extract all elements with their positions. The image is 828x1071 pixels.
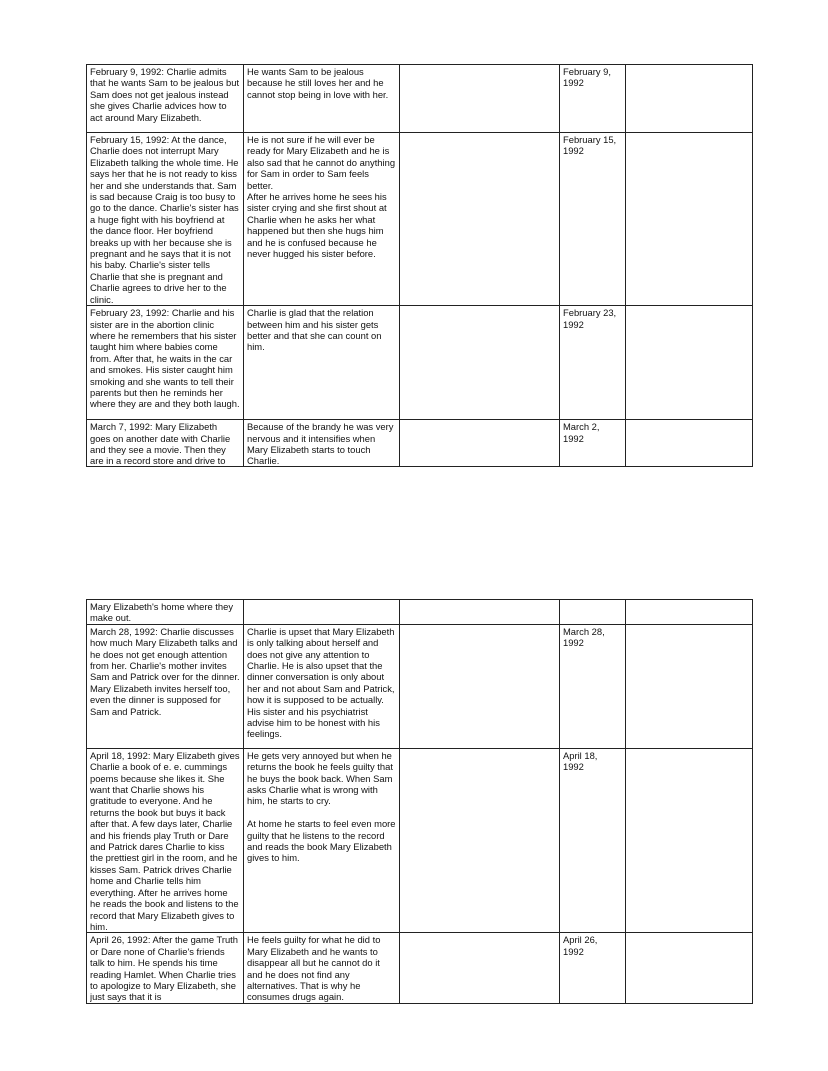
feelings-cell <box>244 748 400 933</box>
feelings-cell <box>244 624 400 748</box>
date-cell <box>560 133 626 306</box>
events-text: April 18, 1992: Mary Elizabeth gives Charlie a book of e. e. cummings poems because she likes it. She want that Charlie shows his gratitude to everyone. And he returns the book but buys it back after that. A few days later, Charlie and his friends play Truth or Dare and Patrick dares Charlie to kiss the prettiest girl in the room, and he kisses Sam. Patrick drives Charlie home and Charlie tells him everything. After he arrives home he reads the book and listens to the record that Mary Elizabeth gives to him. <box>90 749 240 932</box>
table-row <box>87 65 753 133</box>
empty-cell <box>400 133 560 306</box>
date-text: February 9, 1992 <box>563 66 611 89</box>
date-text: February 15, 1992 <box>563 134 617 157</box>
empty-cell <box>400 748 560 933</box>
feelings-cell <box>244 600 400 625</box>
feelings-text: Charlie is glad that the relation between him and his sister gets better and that she can count on him. <box>247 307 382 353</box>
events-cell <box>87 624 244 748</box>
events-cell <box>87 306 244 420</box>
events-text: March 28, 1992: Charlie discusses how much Mary Elizabeth talks and he does not get enough attention from her. Charlie's mother invites Sam and Patrick over for the dinner. Mary Elizabeth invites herself too, even the dinner is supposed for Sam and Patrick. <box>90 625 240 717</box>
table-row <box>87 600 753 625</box>
empty-cell <box>626 624 753 748</box>
empty-cell <box>400 624 560 748</box>
empty-cell <box>400 420 560 467</box>
empty-cell <box>626 65 753 133</box>
events-cell <box>87 420 244 467</box>
feelings-text: He feels guilty for what he did to Mary Elizabeth and he wants to disappear all but he cannot do it and he does not find any alternatives. That is why he consumes drugs again. <box>247 934 381 1003</box>
date-cell <box>560 420 626 467</box>
events-text: Mary Elizabeth's home where they make out. <box>90 601 234 624</box>
events-cell <box>87 748 244 933</box>
date-cell <box>560 748 626 933</box>
date-cell <box>560 65 626 133</box>
date-cell <box>560 600 626 625</box>
events-cell <box>87 65 244 133</box>
empty-cell <box>626 933 753 1004</box>
feelings-cell <box>244 65 400 133</box>
date-cell <box>560 306 626 420</box>
events-cell <box>87 133 244 306</box>
feelings-text: Charlie is upset that Mary Elizabeth is only talking about herself and does not give any attention to Charlie. He is also upset that the dinner conversation is only about her and not about Sam and Patrick, how it is supposed to be actually. His sister and his psychiatrist advise him to be honest with his feelings. <box>247 625 395 740</box>
feelings-cell <box>244 420 400 467</box>
table-row <box>87 933 753 1004</box>
empty-cell <box>626 600 753 625</box>
date-cell <box>560 624 626 748</box>
events-text: February 23, 1992: Charlie and his sister are in the abortion clinic where he remembers that his sister taught him where babies come from. After that, he waits in the car and smokes. His sister caught him smoking and she wants to tell their parents but then he reminds her where they are and they both laugh. <box>90 307 240 410</box>
empty-cell <box>400 306 560 420</box>
journal-table-page-1 <box>86 64 753 467</box>
feelings-cell <box>244 306 400 420</box>
date-text: March 28, 1992 <box>563 625 605 649</box>
date-text: April 18, 1992 <box>563 749 598 773</box>
events-text: February 9, 1992: Charlie admits that he wants Sam to be jealous but Sam does not get jealous instead she gives Charlie advices how to act around Mary Elizabeth. <box>90 66 240 123</box>
feelings-text: Because of the brandy he was very nervous and it intensifies when Mary Elizabeth starts to touch Charlie. <box>247 421 394 467</box>
journal-table-page-2 <box>86 599 753 1004</box>
empty-cell <box>626 306 753 420</box>
events-text: April 26, 1992: After the game Truth or Dare none of Charlie's friends talk to him. He spends his time reading Hamlet. When Charlie tries to apologize to Mary Elizabeth, she just says that it is <box>90 934 239 1003</box>
empty-cell <box>626 420 753 467</box>
events-cell <box>87 600 244 625</box>
events-cell <box>87 933 244 1004</box>
feelings-text: He is not sure if he will ever be ready for Mary Elizabeth and he is also sad that he cannot do anything for Sam in order to Sam feels better. After he arrives home he sees his sister crying and she first shout at Charlie when he asks her what happened but then she hugs him and he is confused because he never hugged his sister before. <box>247 134 396 260</box>
feelings-text: He wants Sam to be jealous because he still loves her and he cannot stop being in love with her. <box>247 66 389 100</box>
empty-cell <box>626 748 753 933</box>
date-cell <box>560 933 626 1004</box>
feelings-text: He gets very annoyed but when he returns the book he feels guilty that he buys the book back. When Sam asks Charlie what is wrong with him, he starts to cry. At home he starts to feel even more guilty that he listens to the record and reads the book Mary Elizabeth gives to him. <box>247 749 396 864</box>
events-text: March 7, 1992: Mary Elizabeth goes on another date with Charlie and they see a movie. Then they are in a record store and drive to <box>90 421 231 467</box>
table-row <box>87 133 753 306</box>
date-text: April 26, 1992 <box>563 934 598 957</box>
table-row <box>87 624 753 748</box>
feelings-cell <box>244 933 400 1004</box>
empty-cell <box>400 65 560 133</box>
feelings-cell <box>244 133 400 306</box>
date-text: February 23, 1992 <box>563 307 617 330</box>
table-row <box>87 420 753 467</box>
table-row <box>87 306 753 420</box>
empty-cell <box>400 933 560 1004</box>
date-text: March 2, 1992 <box>563 421 600 444</box>
empty-cell <box>400 600 560 625</box>
empty-cell <box>626 133 753 306</box>
table-row <box>87 748 753 933</box>
events-text: February 15, 1992: At the dance, Charlie does not interrupt Mary Elizabeth talking the whole time. He says her that he is not ready to kiss her and she understands that. Sam is sad because Craig is too busy to go to the dance. Charlie's sister has a huge fight with his boyfriend at the dance floor. Her boyfriend breaks up with her because she is pregnant and he says that it is not his baby. Charlie's sister tells Charlie that she is pregnant and Charlie agrees to drive her to the clinic. <box>90 134 239 305</box>
